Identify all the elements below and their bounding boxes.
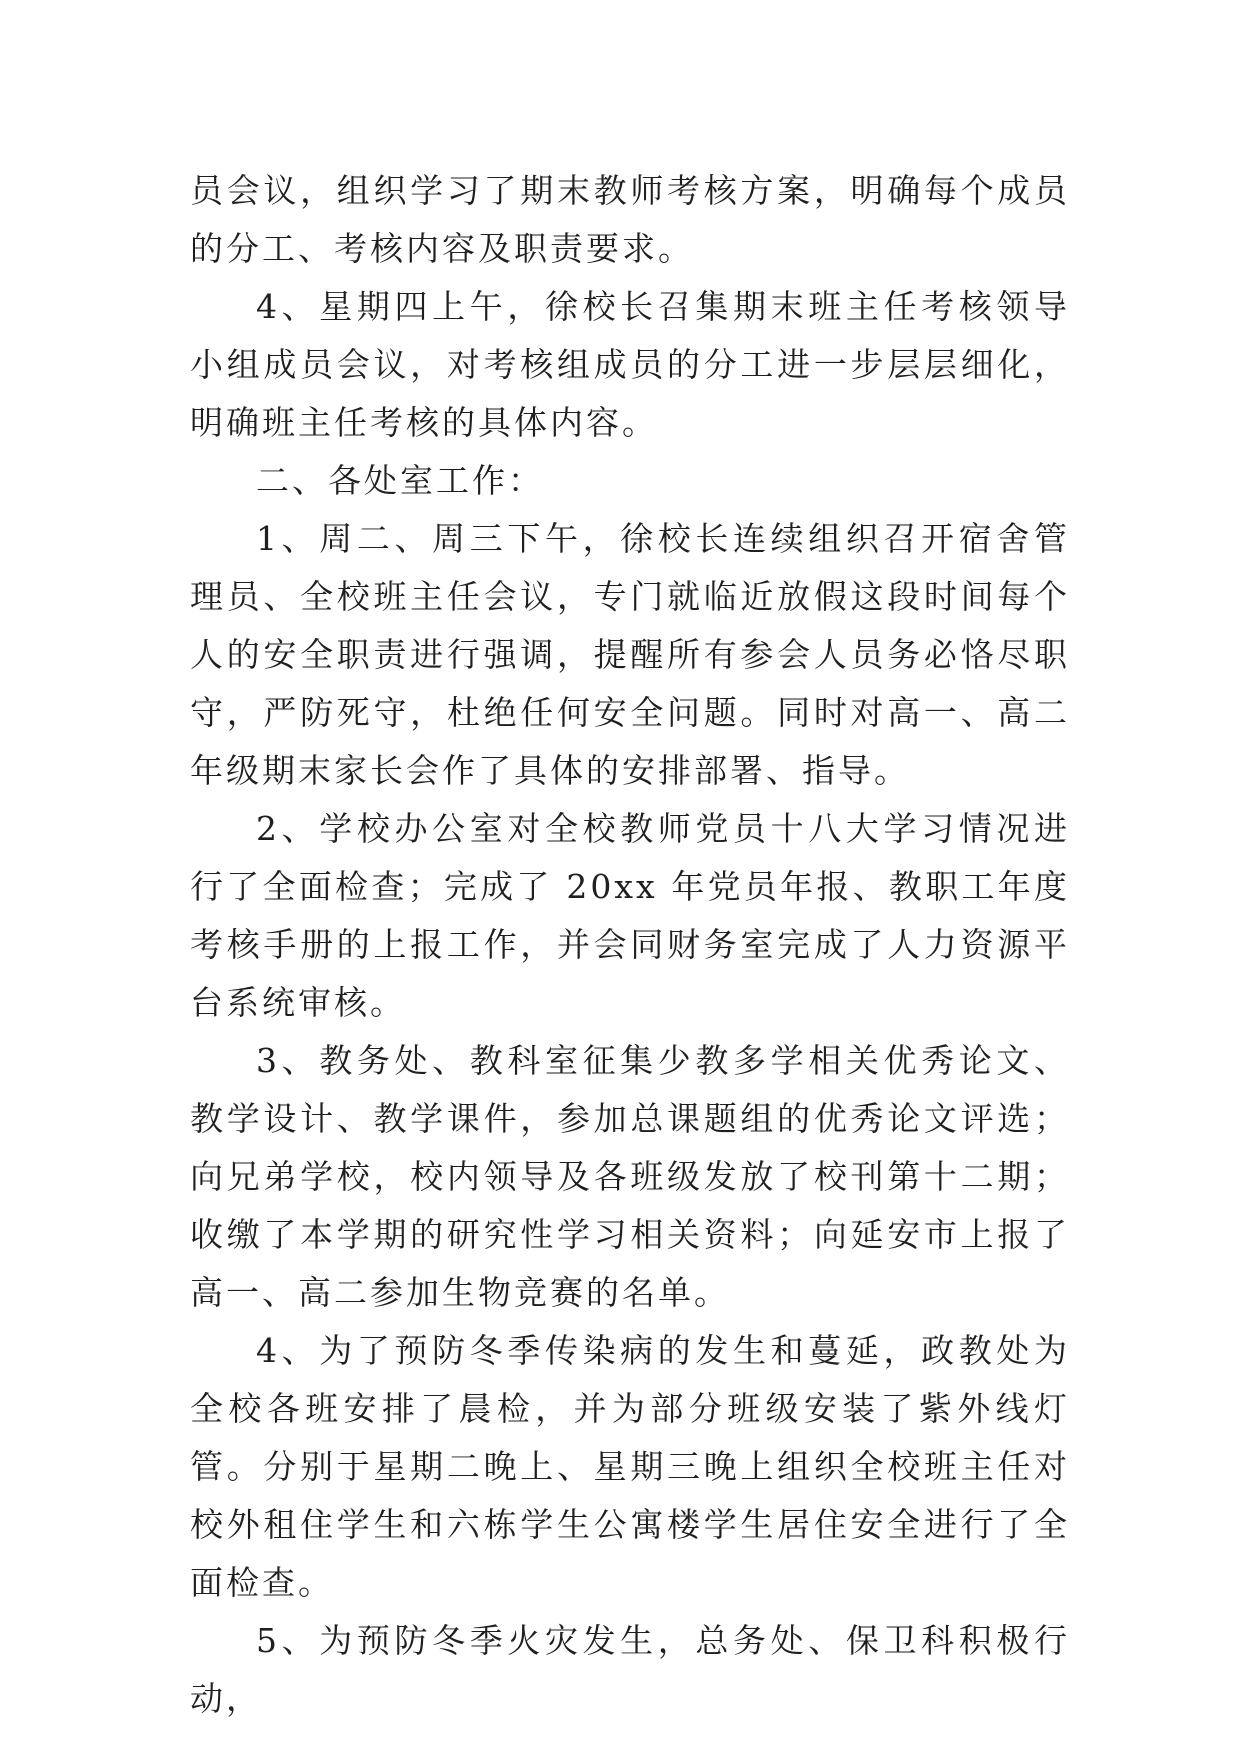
- paragraph-1: 员会议，组织学习了期末教师考核方案，明确每个成员的分工、考核内容及职责要求。: [190, 171, 1070, 268]
- paragraph-6: 4、为了预防冬季传染病的发生和蔓延，政教处为全校各班安排了晨检，并为部分班级安装了紫外线灯管。分别于星期二晚上、星期三晚上组织全校班主任对校外租住学生和六栋学生公寓楼学生居住安全进行了全面检查。: [190, 1331, 1070, 1602]
- paragraph-2: 4、星期四上午，徐校长召集期末班主任考核领导小组成员会议，对考核组成员的分工进一步层层细化，明确班主任考核的具体内容。: [190, 287, 1070, 442]
- paragraph-7: 5、为预防冬季火灾发生，总务处、保卫科积极行动，: [190, 1621, 1070, 1718]
- paragraph-3: 1、周二、周三下午，徐校长连续组织召开宿舍管理员、全校班主任会议，专门就临近放假这段时间每个人的安全职责进行强调，提醒所有参会人员务必恪尽职守，严防死守，杜绝任何安全问题。同时对高一、高二年级期末家长会作了具体的安排部署、指导。: [190, 519, 1070, 790]
- paragraph-4: 2、学校办公室对全校教师党员十八大学习情况进行了全面检查；完成了 20xx 年党员年报、教职工年度考核手册的上报工作，并会同财务室完成了人力资源平台系统审核。: [190, 809, 1070, 1022]
- paragraph-5: 3、教务处、教科室征集少教多学相关优秀论文、教学设计、教学课件，参加总课题组的优秀论文评选；向兄弟学校，校内领导及各班级发放了校刊第十二期；收缴了本学期的研究性学习相关资料；向延安市上报了高一、高二参加生物竞赛的名单。: [190, 1041, 1070, 1312]
- document-body: [190, 162, 1070, 1728]
- section-heading: 二、各处室工作：: [256, 461, 544, 500]
